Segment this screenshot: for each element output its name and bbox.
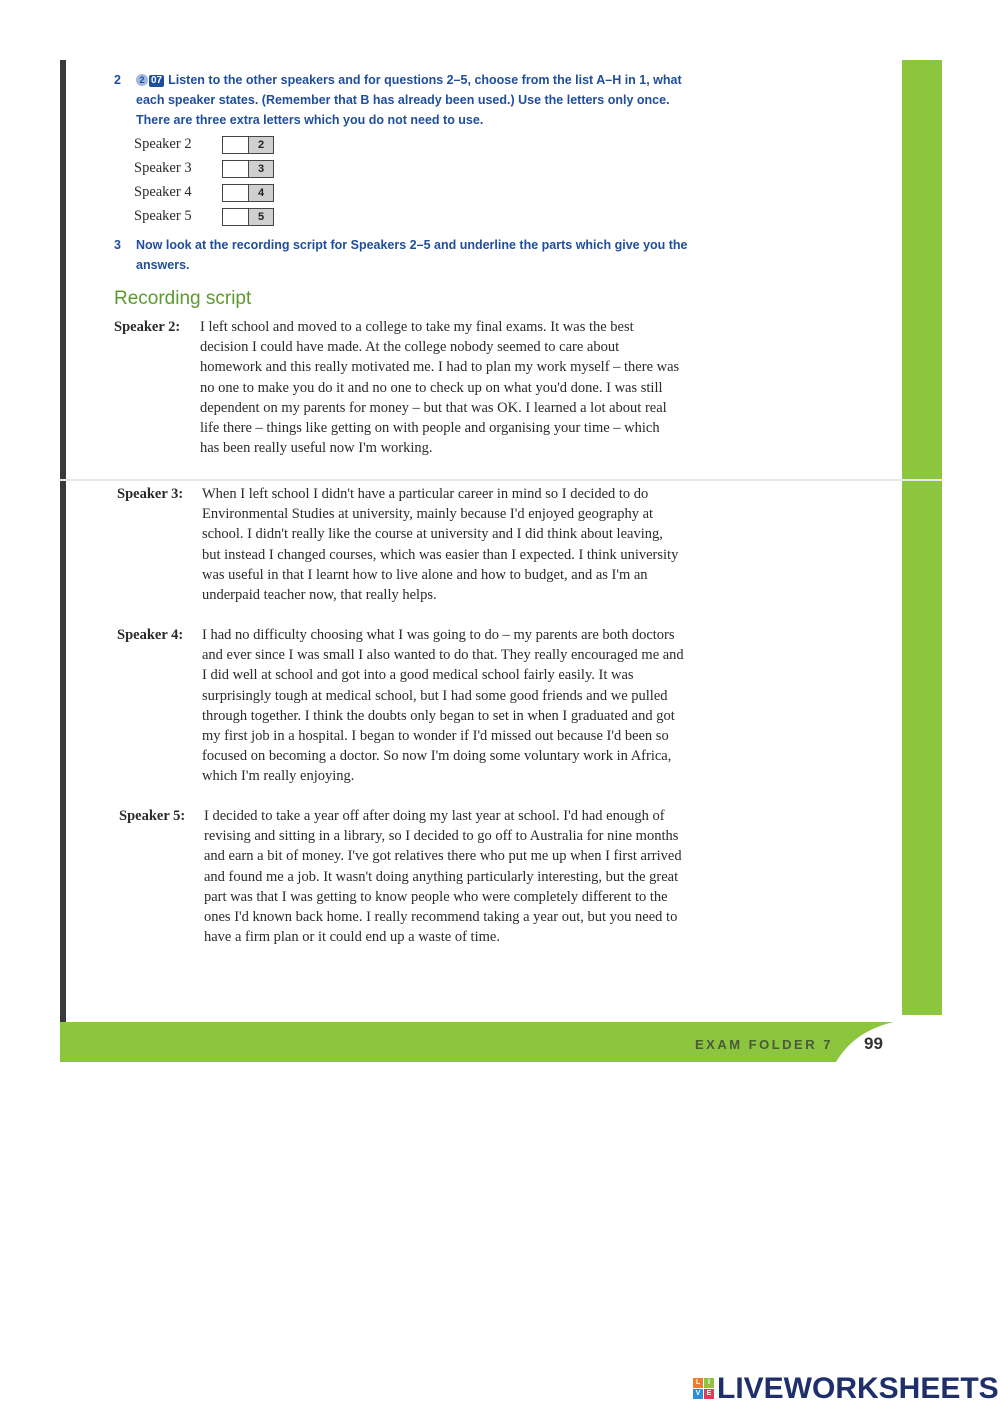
answer-box-number: 5 (248, 209, 273, 225)
speaker-2-text: I left school and moved to a college to take my final exams. It was the best decision I could have made. At the college nobody seemed to care about homework and this really motivated me. I had to plan my work myself – there was no one to make you do it and no one to check up on what you'd done. I was still dependent on my parents for money – but that was OK. I learned a lot about real life there – things like getting on with people and organising your time – which has been really useful now I'm working. (200, 319, 680, 457)
answer-box-4[interactable] (222, 184, 274, 202)
book-spine-shadow (60, 60, 66, 1062)
answer-box-number: 3 (248, 161, 273, 177)
question-2 (114, 70, 714, 132)
brand-grid-i: I (704, 1378, 714, 1388)
speaker-3-name: Speaker 3: (117, 486, 184, 502)
answer-box-2[interactable] (222, 136, 274, 154)
brand-grid-v: V (693, 1389, 703, 1399)
answer-box-5[interactable] (222, 208, 274, 226)
exam-folder-label: EXAM FOLDER 7 (695, 1037, 833, 1052)
answer-row-label: Speaker 4 (134, 184, 192, 200)
brand-name: LIVEWORKSHEETS (717, 1372, 999, 1405)
green-side-band (902, 60, 942, 1015)
brand-grid-l: L (693, 1378, 703, 1388)
cd-icon: 2 (136, 74, 148, 86)
cd-track-badge: 07 (151, 75, 163, 86)
footer-curve (836, 1010, 942, 1062)
speaker-5-text: I decided to take a year off after doing my last year at school. I'd had enough of revising and sitting in a library, so I decided to go off to Australia for nine months and earn a bit of money. I've got relatives there who put me up when I first arrived and found me a job. It wasn't doing anything particularly interesting, but the great part was that I was getting to know people who were completely different to the ones I'd known back home. I really recommend taking a year out, but you need to have a firm plan or it could end up a waste of time. (204, 808, 682, 946)
answer-row-label: Speaker 5 (134, 208, 192, 224)
speaker-2-name: Speaker 2: (114, 319, 181, 335)
question-3-text: Now look at the recording script for Speakers 2–5 and underline the parts which give you the answers. (136, 238, 688, 272)
answer-row-label: Speaker 3 (134, 160, 192, 176)
answer-box-number: 2 (248, 137, 273, 153)
answer-row-label: Speaker 2 (134, 136, 192, 152)
question-2-text (136, 70, 696, 130)
scan-fold-line (60, 479, 942, 481)
answer-box-3[interactable] (222, 160, 274, 178)
brand-grid-e: E (704, 1389, 714, 1399)
question-3 (114, 235, 714, 277)
liveworksheets-logo (693, 1372, 999, 1406)
question-2-number: 2 (114, 73, 121, 87)
speaker-4-name: Speaker 4: (117, 627, 184, 643)
question-2-instruction: Listen to the other speakers and for questions 2–5, choose from the list A–H in 1, what each speaker states. (Remember that B has already been used.) Use the letters only once. There are three extra letters which you do not need to use. (136, 73, 682, 127)
recording-script-heading: Recording script (114, 288, 252, 309)
textbook-page (60, 60, 942, 1062)
question-3-number: 3 (114, 238, 121, 252)
speaker-3-text: When I left school I didn't have a particular career in mind so I decided to do Environmental Studies at university, mainly because I'd enjoyed geography at school. I didn't really like the course at university and I did think about leaving, but instead I changed courses, which was easier than I expected. I think university was useful in that I learnt how to live alone and how to budget, and as I'm an underpaid teacher now, that really helps. (202, 486, 679, 604)
brand-grid-icon (693, 1378, 715, 1400)
answer-box-number: 4 (248, 185, 273, 201)
page-number: 99 (864, 1034, 883, 1053)
speaker-5-name: Speaker 5: (119, 808, 186, 824)
speaker-4-text: I had no difficulty choosing what I was going to do – my parents are both doctors and ever since I was small I also wanted to do that. They really encouraged me and I did well at school and got into a good medical school fairly easily. It was surprisingly tough at medical school, but I had some good friends and we pulled through together. I think the doubts only began to set in when I graduated and got my first job in a hospital. I began to wonder if I'd missed out because I'd been so focused on becoming a doctor. So now I'm doing some voluntary work in Africa, which I'm really enjoying. (202, 627, 684, 785)
